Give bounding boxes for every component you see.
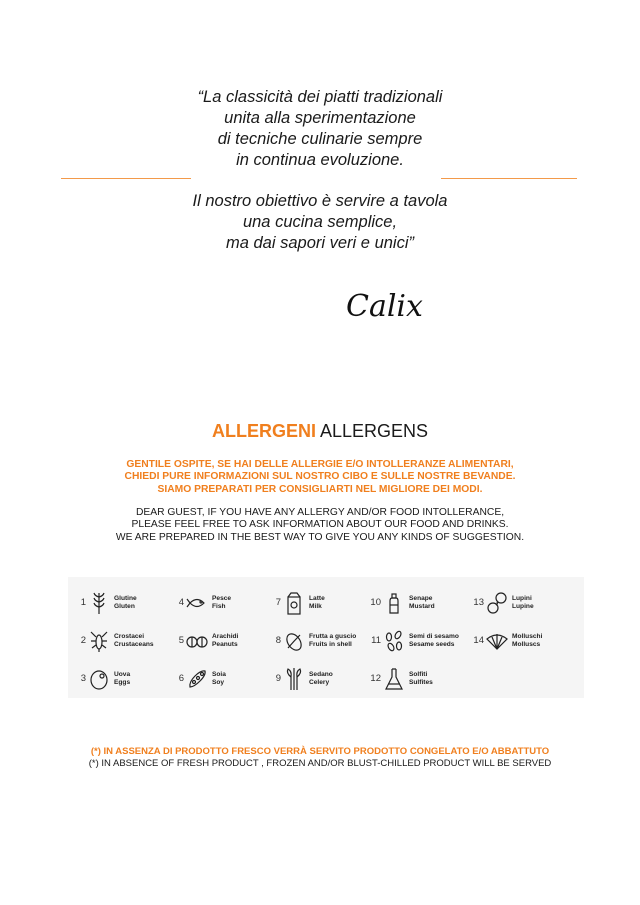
allergen-label-en: Soy	[212, 679, 225, 686]
allergen-number: 4	[178, 597, 184, 608]
quote-line: di tecniche culinarie sempre	[217, 130, 423, 148]
allergen-label-en: Sulfites	[409, 679, 433, 686]
allergen-number: 13	[473, 597, 484, 608]
guest-note-it	[0, 459, 640, 496]
peanut-icon	[186, 629, 208, 653]
guest-note-line: SIAMO PREPARATI PER CONSIGLIARTI NEL MIGLIORE DEI MODI.	[157, 483, 483, 495]
allergen-number: 10	[370, 597, 381, 608]
allergen-label-it: Crostacei	[114, 633, 145, 640]
allergen-label-en: Fruits in shell	[309, 641, 352, 648]
allergen-label-it: Glutine	[114, 595, 137, 602]
allergen-label-it: Uova	[114, 671, 131, 678]
allergen-label-en: Crustaceans	[114, 641, 154, 648]
quote-line: unita alla sperimentazione	[224, 109, 416, 127]
allergen-label-it: Senape	[409, 595, 433, 602]
allergen-label-en: Sesame seeds	[409, 641, 455, 648]
allergen-chart	[68, 577, 584, 698]
allergen-number: 11	[371, 635, 381, 646]
svg-text:Calix: Calix	[346, 289, 423, 324]
allergen-label-it: Latte	[309, 595, 325, 602]
allergen-label-it: Solfiti	[409, 671, 428, 678]
footer-note-en: (*) IN ABSENCE OF FRESH PRODUCT , FROZEN AND/OR BLUST-CHILLED PRODUCT WILL BE SERVED	[88, 758, 552, 769]
allergen-label-en: Eggs	[114, 679, 131, 686]
sesame-icon	[383, 629, 405, 653]
fish-icon	[186, 591, 208, 615]
guest-note-en	[0, 507, 640, 544]
footer-note-it: (*) IN ASSENZA DI PRODOTTO FRESCO VERRÀ SERVITO PRODOTTO CONGELATO E/O ABBATTUTO	[90, 746, 550, 757]
mollusc-icon	[486, 629, 508, 653]
allergen-label-it: Sedano	[309, 671, 333, 678]
quote-part-1	[0, 87, 640, 171]
soy-icon	[186, 667, 208, 691]
guest-note-line: WE ARE PREPARED IN THE BEST WAY TO GIVE YOU ANY KINDS OF SUGGESTION.	[115, 531, 525, 543]
allergen-number: 3	[80, 673, 86, 684]
allergen-number: 12	[370, 673, 381, 684]
celery-icon	[283, 667, 305, 691]
allergen-label-it: Frutta a guscio	[309, 633, 357, 640]
allergen-label-it: Semi di sesamo	[409, 633, 459, 640]
allergen-number: 14	[473, 635, 484, 646]
guest-note-line: CHIEDI PURE INFORMAZIONI SUL NOSTRO CIBO E SULLE NOSTRE BEVANDE.	[124, 471, 516, 483]
allergen-label-en: Lupine	[512, 603, 534, 610]
allergen-label-it: Arachidi	[212, 633, 239, 640]
allergen-label-en: Milk	[309, 603, 322, 610]
allergen-number: 9	[275, 673, 281, 684]
allergen-label-it: Soia	[212, 671, 226, 678]
divider-left	[61, 178, 191, 179]
wheat-icon	[88, 591, 110, 615]
allergens-title-it: ALLERGENI	[211, 421, 316, 441]
allergen-number: 2	[80, 635, 86, 646]
mustard-icon	[383, 591, 405, 615]
allergen-number: 7	[275, 597, 281, 608]
allergen-label-it: Molluschi	[512, 633, 543, 640]
allergen-label-it: Lupini	[512, 595, 532, 602]
quote-line: Il nostro obiettivo è servire a tavola	[192, 192, 448, 210]
divider-right	[441, 178, 577, 179]
quote-line: “La classicità dei piatti tradizionali	[197, 88, 443, 106]
allergen-label-it: Pesce	[212, 595, 232, 602]
lupine-icon	[486, 591, 508, 615]
allergen-number: 5	[178, 635, 184, 646]
guest-note-line: GENTILE OSPITE, SE HAI DELLE ALLERGIE E/O INTOLLERANZE ALIMENTARI,	[126, 459, 514, 470]
lobster-icon	[88, 629, 110, 653]
allergen-label-en: Mustard	[409, 603, 435, 610]
allergen-label-en: Peanuts	[212, 641, 238, 648]
guest-note-line: DEAR GUEST, IF YOU HAVE ANY ALLERGY AND/OR FOOD INTOLLERANCE,	[135, 507, 505, 518]
allergen-label-en: Gluten	[114, 603, 135, 610]
signature-logo	[338, 278, 458, 334]
allergen-label-en: Celery	[309, 679, 330, 686]
sulfites-icon	[383, 667, 405, 691]
egg-icon	[88, 667, 110, 691]
allergen-label-en: Molluscs	[512, 641, 541, 648]
allergens-title-en: ALLERGENS	[319, 421, 429, 441]
guest-note-line: PLEASE FEEL FREE TO ASK INFORMATION ABOUT OUR FOOD AND DRINKS.	[131, 519, 509, 531]
quote-line: una cucina semplice,	[242, 213, 398, 231]
quote-line: ma dai sapori veri e unici”	[226, 234, 414, 252]
quote-line: in continua evoluzione.	[236, 151, 404, 169]
quote-part-2	[0, 191, 640, 254]
allergen-number: 6	[178, 673, 184, 684]
allergen-number: 8	[275, 635, 281, 646]
allergens-title	[0, 421, 640, 442]
nut-icon	[283, 629, 305, 653]
allergen-label-en: Fish	[212, 603, 226, 610]
milk-icon	[283, 591, 305, 615]
allergen-number: 1	[80, 597, 86, 608]
